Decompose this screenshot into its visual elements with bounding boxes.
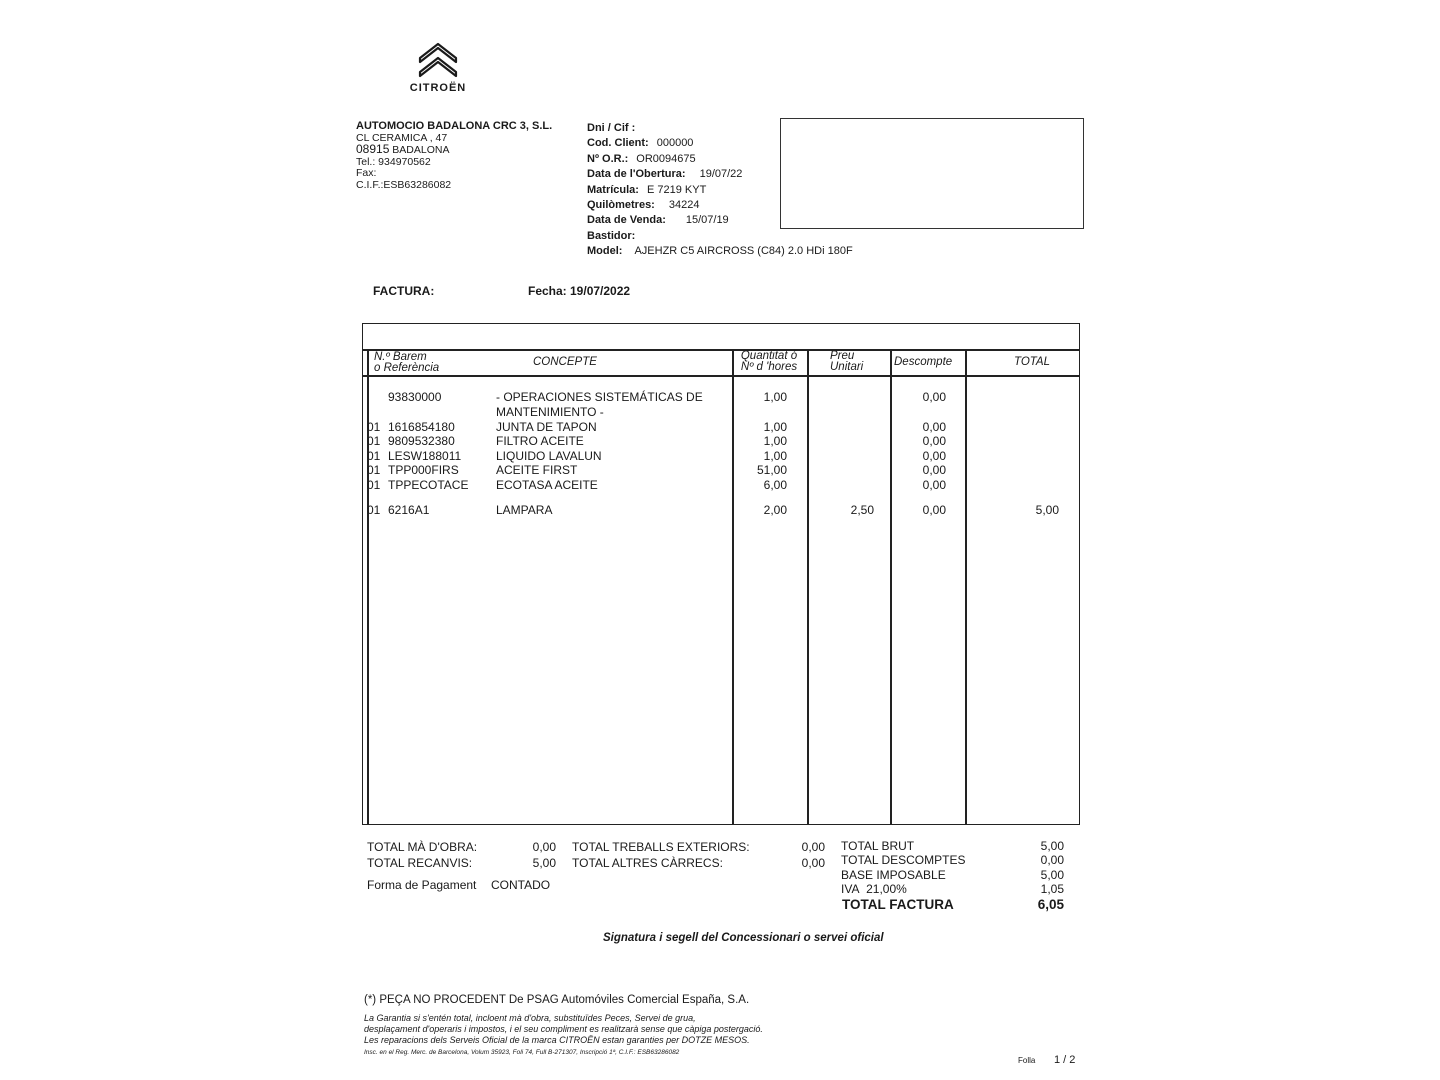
registry-line: Insc. en el Reg. Merc. de Barcelona, Volum 35923, Foli 74, Full B-271307, Inscripció 1ª, C.I.F.: ESB63286082 <box>364 1049 680 1056</box>
row-discount: 0,00 <box>922 503 946 517</box>
base-label: BASE IMPOSABLE <box>841 868 946 882</box>
opening-label: Data de l'Obertura: <box>587 168 686 181</box>
row-reference: 9809532380 <box>388 434 455 448</box>
row-reference: TPP000FIRS <box>388 463 459 477</box>
row-quantity: 1,00 <box>763 449 787 463</box>
km-value: 34224 <box>668 198 700 211</box>
row-unit-price: 2,50 <box>850 503 874 517</box>
row-prefix: 01 <box>367 449 381 463</box>
row-discount: 0,00 <box>922 463 946 477</box>
or-value: OR0094675 <box>636 152 696 165</box>
row-discount: 0,00 <box>922 478 946 492</box>
col-divider-discount <box>965 349 967 824</box>
row-total: 5,00 <box>1035 503 1059 517</box>
vat-rate: 21,00% <box>866 882 907 896</box>
vat-value: 1,05 <box>1040 882 1064 896</box>
row-concept: MANTENIMIENTO - <box>496 405 604 419</box>
or-label: Nº O.R.: <box>587 152 629 165</box>
invoice-total-value: 6,05 <box>1037 897 1064 912</box>
vat-label: IVA 21,00% <box>841 882 907 896</box>
part-origin-note: (*) PEÇA NO PROCEDENT De PSAG Automóviles Comercial España, S.A. <box>364 994 750 1006</box>
parts-value: 5,00 <box>532 856 556 870</box>
row-prefix: 01 <box>367 463 381 477</box>
company-street: CL CERAMICA , 47 <box>356 131 448 144</box>
sale-value: 15/07/19 <box>685 214 729 227</box>
invoice-label: FACTURA: <box>373 284 435 298</box>
payment-label: Forma de Pagament <box>367 878 477 892</box>
row-quantity: 51,00 <box>756 463 787 477</box>
invoice-date: Fecha: 19/07/2022 <box>528 284 631 298</box>
km-label: Quilòmetres: <box>587 198 655 211</box>
client-label: Cod. Client: <box>587 137 649 150</box>
table-top-divider <box>362 349 1080 351</box>
gross-label: TOTAL BRUT <box>841 839 915 853</box>
row-prefix: 01 <box>367 420 381 434</box>
folio-number: 1 / 2 <box>1054 1054 1076 1066</box>
row-concept: JUNTA DE TAPON <box>496 420 597 434</box>
table-header-divider <box>362 375 1080 377</box>
row-quantity: 1,00 <box>763 390 787 404</box>
header-total: TOTAL <box>1014 356 1050 368</box>
row-reference: 1616854180 <box>388 420 455 434</box>
signature-caption: Signatura i segell del Concessionari o servei oficial <box>603 932 884 944</box>
external-value: 0,00 <box>801 840 825 854</box>
dni-label: Dni / Cif : <box>587 122 636 134</box>
row-discount: 0,00 <box>922 390 946 404</box>
company-tel: Tel.: 934970562 <box>356 155 431 168</box>
company-name: AUTOMOCIO BADALONA CRC 3, S.L. <box>356 120 553 132</box>
row-concept: LIQUIDO LAVALUN <box>496 449 602 463</box>
company-block <box>356 121 552 191</box>
row-prefix: 01 <box>367 503 381 517</box>
other-label: TOTAL ALTRES CÀRRECS: <box>572 856 723 870</box>
company-cif: C.I.F.:ESB63286082 <box>356 178 452 191</box>
company-city: BADALONA <box>392 144 450 156</box>
row-concept: LAMPARA <box>496 503 553 517</box>
header-ref: N.º Barem o Referència <box>374 351 440 374</box>
base-value: 5,00 <box>1040 868 1064 882</box>
external-label: TOTAL TREBALLS EXTERIORS: <box>572 840 750 854</box>
model-label: Model: <box>587 245 623 258</box>
chassis-label: Bastidor: <box>587 229 636 242</box>
row-quantity: 6,00 <box>763 478 787 492</box>
parts-label: TOTAL RECANVIS: <box>367 856 473 870</box>
company-fax: Fax: <box>356 167 377 179</box>
row-discount: 0,00 <box>922 449 946 463</box>
row-concept: - OPERACIONES SISTEMÁTICAS DE <box>496 390 703 404</box>
chevrons-icon <box>418 40 458 80</box>
plate-value: E 7219 KYT <box>646 183 707 196</box>
col-divider-qty <box>807 349 809 824</box>
labour-label: TOTAL MÀ D'OBRA: <box>367 840 478 854</box>
row-prefix: 01 <box>367 434 381 448</box>
row-reference: LESW188011 <box>388 449 462 463</box>
row-quantity: 2,00 <box>763 503 787 517</box>
row-discount: 0,00 <box>922 434 946 448</box>
col-divider-price <box>890 349 892 824</box>
invoice-total-label: TOTAL FACTURA <box>842 897 954 912</box>
row-reference: 6216A1 <box>388 503 430 517</box>
row-quantity: 1,00 <box>763 434 787 448</box>
client-address-box <box>780 118 1084 229</box>
col-divider-concept <box>732 349 734 824</box>
header-qty: Quantitat ó Nº d 'hores <box>740 350 798 373</box>
sale-label: Data de Venda: <box>587 214 666 227</box>
plate-label: Matrícula: <box>587 183 639 196</box>
labour-value: 0,00 <box>532 840 556 854</box>
guarantee-line-3: Les reparacions dels Serveis Oficial de la marca CITROËN estan garanties per DOTZE MESOS. <box>364 1035 750 1045</box>
discounts-value: 0,00 <box>1040 853 1064 867</box>
row-prefix: 01 <box>367 478 381 492</box>
header-concept: CONCEPTE <box>533 356 597 368</box>
guarantee-line-2: desplaçament d'operaris i impostos, i el seu compliment es realitzarà sense que càpiga postergació. <box>364 1024 763 1034</box>
guarantee-line-1: La Garantia si s'entén total, incloent mà d'obra, substituïdes Peces, Servei de grua, <box>364 1013 696 1023</box>
row-concept: ACEITE FIRST <box>496 463 578 477</box>
model-value: AJEHZR C5 AIRCROSS (C84) 2.0 HDi 180F <box>634 245 853 258</box>
folio-label: Folla <box>1018 1056 1036 1065</box>
row-concept: ECOTASA ACEITE <box>496 478 598 492</box>
header-price: Preu Unitari <box>830 350 864 373</box>
gross-value: 5,00 <box>1040 839 1064 853</box>
header-discount: Descompte <box>894 356 953 368</box>
other-value: 0,00 <box>801 856 825 870</box>
row-concept: FILTRO ACEITE <box>496 434 584 448</box>
company-postal-code: 08915 <box>356 142 390 156</box>
payment-value: CONTADO <box>491 878 551 892</box>
row-quantity: 1,00 <box>763 420 787 434</box>
row-reference: 93830000 <box>388 390 442 404</box>
row-reference: TPPECOTACE <box>388 478 469 492</box>
row-discount: 0,00 <box>922 420 946 434</box>
client-value: 000000 <box>656 137 694 150</box>
logo-text: CITROËN <box>409 82 467 94</box>
opening-value: 19/07/22 <box>699 168 743 181</box>
citroen-logo <box>404 40 472 96</box>
discounts-label: TOTAL DESCOMPTES <box>841 853 966 867</box>
